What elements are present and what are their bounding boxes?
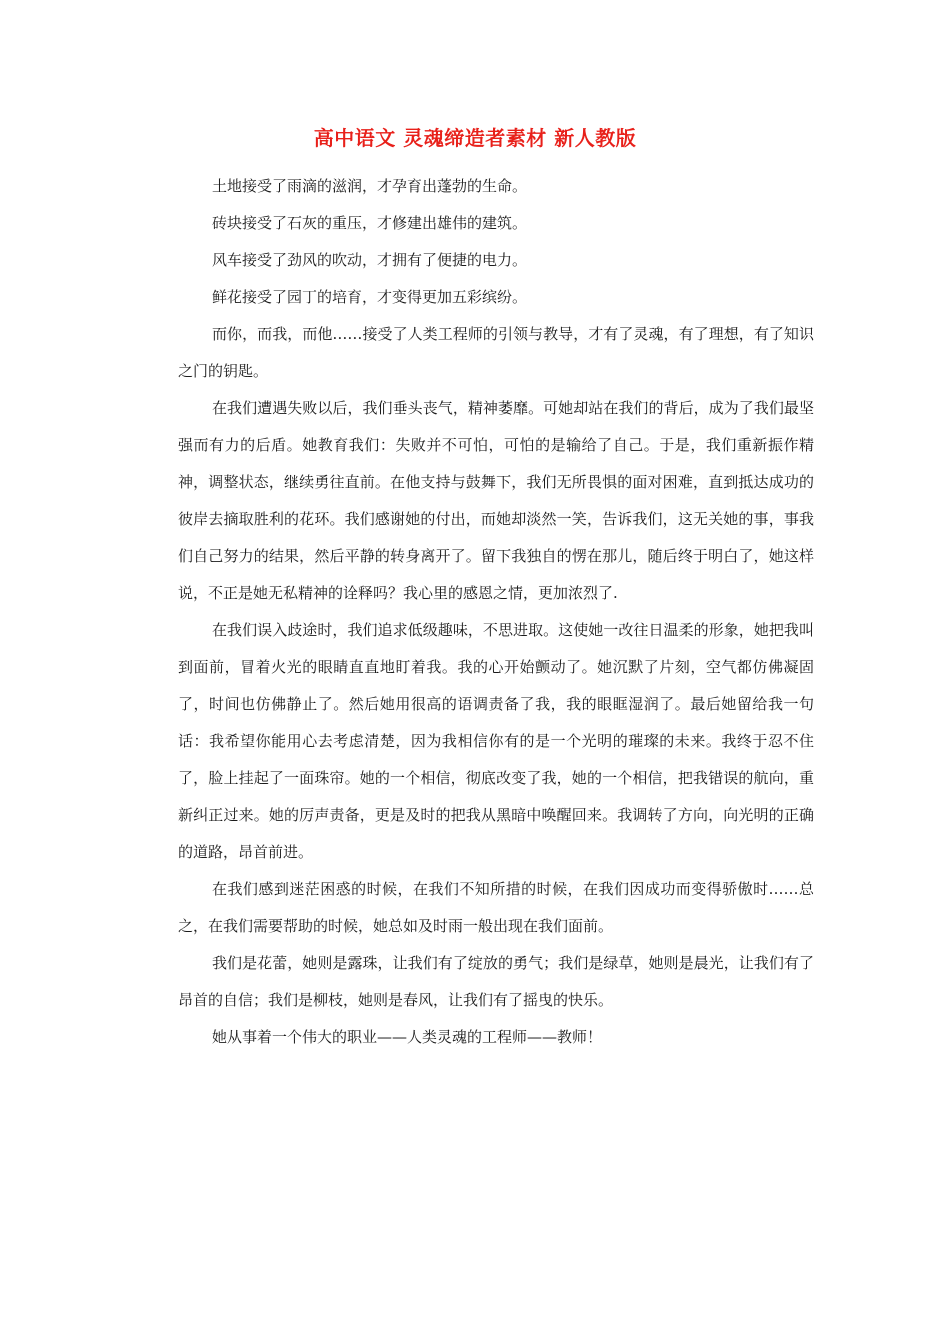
paragraph-4: 鲜花接受了园丁的培育，才变得更加五彩缤纷。 (212, 288, 528, 306)
paragraph-3: 风车接受了劲风的吹动，才拥有了便捷的电力。 (212, 251, 528, 269)
paragraph-5: 而你，而我，而他……接受了人类工程师的引领与教导，才有了灵魂，有了理想，有了知识之门的钥匙。 (178, 325, 814, 380)
paragraph-6: 在我们遭遇失败以后，我们垂头丧气，精神萎靡。可她却站在我们的背后，成为了我们最坚强而有力的后盾。她教育我们：失败并不可怕，可怕的是输给了自己。于是，我们重新振作精神，调整状态，继续勇往直前。在他支持与鼓舞下，我们无所畏惧的面对困难，直到抵达成功的彼岸去摘取胜利的花环。我们感谢她的付出，而她却淡然一笑，告诉我们，这无关她的事，事我们自己努力的结果，然后平静的转身离开了。留下我独自的愣在那儿，随后终于明白了，她这样说，不正是她无私精神的诠释吗？我心里的感恩之情，更加浓烈了. (178, 399, 814, 602)
paragraph-2: 砖块接受了石灰的重压，才修建出雄伟的建筑。 (212, 214, 528, 232)
paragraph-1: 土地接受了雨滴的滋润，才孕育出蓬勃的生命。 (212, 177, 528, 195)
paragraph-8: 在我们感到迷茫困惑的时候，在我们不知所措的时候，在我们因成功而变得骄傲时……总之，在我们需要帮助的时候，她总如及时雨一般出现在我们面前。 (178, 880, 814, 935)
paragraph-7: 在我们误入歧途时，我们追求低级趣味，不思进取。这使她一改往日温柔的形象，她把我叫到面前，冒着火光的眼睛直直地盯着我。我的心开始颤动了。她沉默了片刻，空气都仿佛凝固了，时间也仿佛静止了。然后她用很高的语调责备了我，我的眼眶湿润了。最后她留给我一句话：我希望你能用心去考虑清楚，因为我相信你有的是一个光明的璀璨的未来。我终于忍不住了，脸上挂起了一面珠帘。她的一个相信，彻底改变了我，她的一个相信，把我错误的航向，重新纠正过来。她的厉声责备，更是及时的把我从黑暗中唤醒回来。我调转了方向，向光明的正确的道路，昂首前进。 (178, 621, 814, 861)
paragraph-9: 我们是花蕾，她则是露珠，让我们有了绽放的勇气；我们是绿草，她则是晨光，让我们有了昂首的自信；我们是柳枝，她则是春风，让我们有了摇曳的快乐。 (178, 954, 814, 1009)
document-title: 高中语文 灵魂缔造者素材 新人教版 (313, 126, 637, 150)
article-body (178, 168, 814, 1056)
paragraph-10: 她从事着一个伟大的职业——人类灵魂的工程师——教师！ (212, 1028, 603, 1046)
